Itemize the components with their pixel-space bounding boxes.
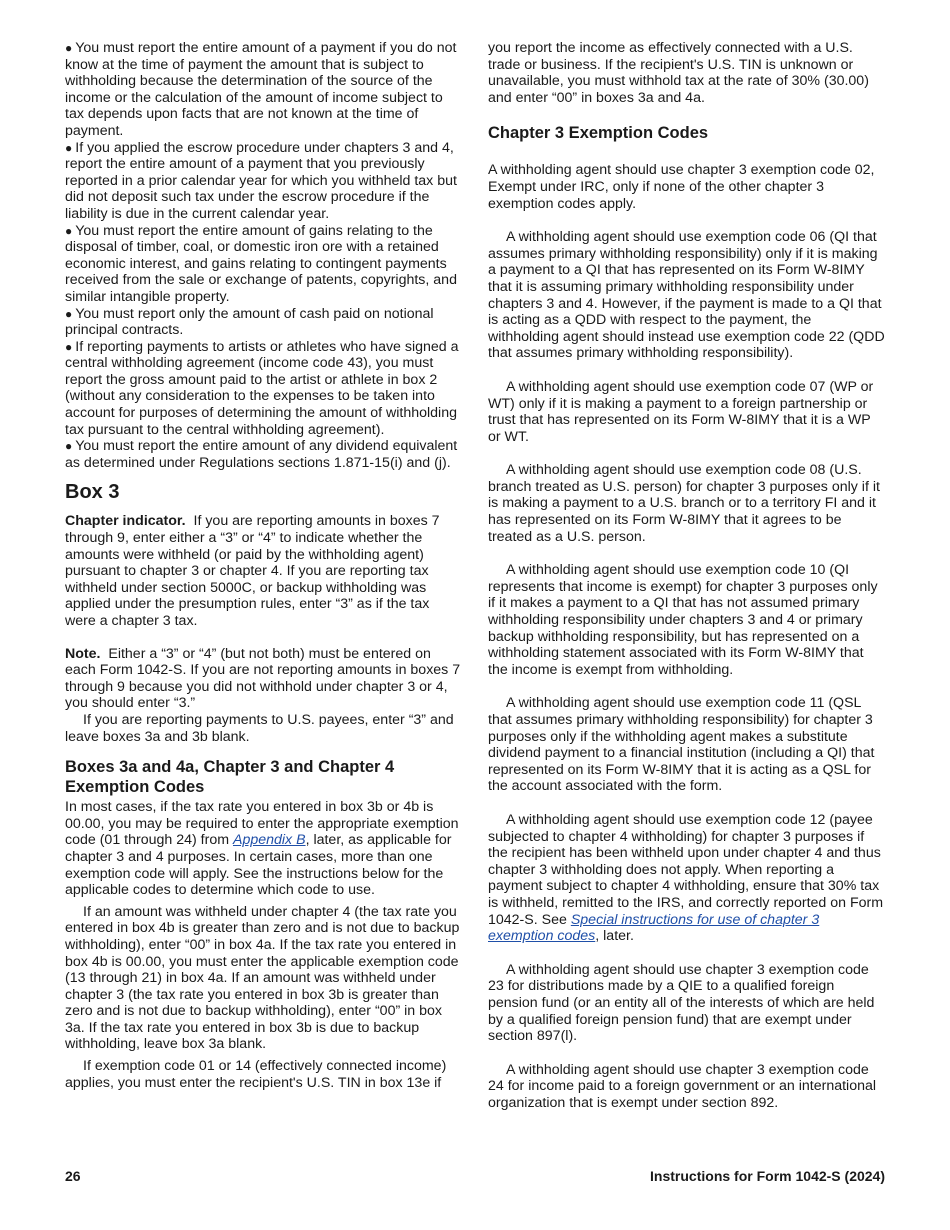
chapter-indicator-paragraph: Chapter indicator. If you are reporting amounts in boxes 7 through 9, enter either a “3” or “4” to indicate whether the amounts were withheld (or paid by the withholding agent) pursuant to chapter 3 or chapter 4. If you are reporting tax withheld under section 5000C, or backup withholding was applied under the presumption rules, enter “3” as if the tax were a chapter 3 tax. [65,513,440,629]
code-10-paragraph: A withholding agent should use exemption code 10 (QI represents that income is exempt) for chapter 3 purposes only if it makes a payment to a QI that has not assumed primary withholding responsibility under chapters 3 and 4 or primary backup withholding responsibility, but has represented on a withholding statement associated with its Form W-8IMY that the income is exempt from withholding. [488,562,878,678]
code-07-paragraph: A withholding agent should use exemption code 07 (WP or WT) only if it is making a payment to a foreign partnership or trust that has represented on its Form W-8IMY that it is a WP or WT. [488,378,874,445]
code-02-paragraph: A withholding agent should use chapter 3 exemption code 02, Exempt under IRC, only if none of the other chapter 3 exemption codes apply. [488,162,875,212]
exemption-codes-heading: Boxes 3a and 4a, Chapter 3 and Chapter 4 Exemption Codes [65,758,395,797]
code-11-paragraph: A withholding agent should use exemption code 11 (QSL that assumes primary withholding responsibility) for chapter 3 purposes only if the withholding agent makes a substitute dividend payment to a financial institution (including a QI) that represented on its Form W-8IMY that it is acting as a QSL for the account associated with the form. [488,695,875,795]
footer-title: Instructions for Form 1042-S (2024) [650,1168,885,1184]
note-paragraph: Note. Either a “3” or “4” (but not both) must be entered on each Form 1042-S. If you are not reporting amounts in boxes 7 through 9 because you did not withhold under chapter 3 or 4, you should enter “3.” [65,645,461,712]
bullet-icon: ● [65,306,73,321]
code-24-paragraph: A withholding agent should use chapter 3 exemption code 24 for income paid to a foreign government or an international organization that is exempt under section 892. [488,1061,877,1111]
special-instructions-link[interactable]: Special instructions for use of chapter 3 exemption codes [488,911,820,945]
code-08-paragraph: A withholding agent should use exemption code 08 (U.S. branch treated as U.S. person) for chapter 3 purposes only if it is making a payment to a U.S. branch or to a territory FI and it has represented on its Form W-8IMY that it agrees to be treated as a U.S. person. [488,462,880,545]
box3-heading: Box 3 [65,481,120,504]
bullet-icon: ● [65,439,73,454]
chapter3-exemption-codes-heading: Chapter 3 Exemption Codes [488,124,709,143]
bullet-icon: ● [65,41,73,55]
code-06-paragraph: A withholding agent should use exemption code 06 (QI that assumes primary withholding responsibility) only if it is making a payment to a QI that has represented on its Form W-8IMY that it is assuming primary withholding responsibility under chapters 3 and 4. However, if the payment is made to a QI that is acting as a QDD with respect to the payment, the withholding agent should instead use exemption code 22 (QDD that assumes primary withholding responsibility). [488,229,885,362]
code-12-paragraph: A withholding agent should use exemption code 12 (payee subjected to chapter 4 withholding) for chapter 3 purposes if the recipient has been withheld upon under chapter 4 and thus chapter 3 withholding does not apply. When reporting a payment subject to chapter 4 withholding, ensure that 30% tax is withheld, remitted to the IRS, and correctly reported on Form 1042-S. See Special instructions for use of chapter 3 exemption codes, later. [488,811,884,945]
note-lead: Note. [65,645,101,662]
bullet-item: ● You must report the entire amount of gains relating to the disposal of timber, coal, or domestic iron ore with a retained economic interest, and gains relating to contingent payments received from the sale or exchange of patents, copyrights, and similar intangible property. [65,222,457,305]
continuation-paragraph: you report the income as effectively connected with a U.S. trade or business. If the recipient's U.S. TIN is unknown or unavailable, you must withhold tax at the rate of 30% (30.00) and enter “00” in boxes 3a and 4a. [488,40,869,106]
code-23-paragraph: A withholding agent should use chapter 3 exemption code 23 for distributions made by a QIE to a qualified foreign pension fund (or an entity all of the interests of which are held by a qualified foreign pension fund) that are exempt under section 897(l). [488,961,875,1045]
bullet-icon: ● [65,140,73,155]
exemption-intro-paragraph: In most cases, if the tax rate you entered in box 3b or 4b is 00.00, you may be required to enter the appropriate exemption code (01 through 24) from Appendix B, later, as applicable for chapter 3 and 4 purposes. In certain cases, more than one exemption code will apply. See the instructions below for the applicable codes to determine which code to use. [65,799,459,899]
us-payees-paragraph: If you are reporting payments to U.S. payees, enter “3” and leave boxes 3a and 3b blank. [65,711,454,745]
bullet-item: ● You must report the entire amount of a payment if you do not know at the time of payment the amount that is subject to withholding because the determination of the source of the income or the calculation of the amount of income subject to tax depends upon facts that are not known at the time of payment. [65,40,457,139]
page-number: 26 [65,1168,81,1184]
withheld-chapter4-paragraph: If an amount was withheld under chapter 4 (the tax rate you entered in box 4b is greater than zero and is not due to backup withholding), enter “00” in box 4a. If the tax rate you entered in box 4b is 00.00, you must enter the applicable exemption code (13 through 21) in box 4a. If an amount was withheld under chapter 3 (the tax rate you entered in box 3b is greater than zero and is not due to backup withholding), enter “00” in box 3a. If the tax rate you entered in box 3b is due to backup withholding, leave box 3a blank. [65,903,460,1053]
appendix-b-link[interactable]: Appendix B [232,832,306,849]
bullet-item: ● If you applied the escrow procedure under chapters 3 and 4, report the entire amount of a payment that you previously reported in a prior calendar year for which you withheld tax but did not deposit such tax under the escrow procedure if the liability is due in the current calendar year. [65,139,457,222]
bullet-item: ● You must report only the amount of cash paid on notional principal contracts. [65,305,434,339]
bullet-item: ● If reporting payments to artists or athletes who have signed a central withholding agreement (income code 43), you must report the gross amount paid to the artist or athlete in box 2 (without any consideration to the expenses to be taken into account for purposes of determining the amount of withholding tax pursuant to the central withholding agreement). [65,338,459,438]
bullet-item: ● You must report the entire amount of any dividend equivalent as determined under Regulations sections 1.871-15(i) and (j). [65,438,458,471]
bullet-icon: ● [65,339,73,354]
chapter-indicator-lead: Chapter indicator. [65,513,186,530]
bullet-icon: ● [65,223,73,238]
right-column [488,40,886,1111]
left-column [65,40,463,1091]
exemption-01-14-paragraph: If exemption code 01 or 14 (effectively connected income) applies, you must enter the recipient's U.S. TIN in box 13e if [65,1058,447,1091]
